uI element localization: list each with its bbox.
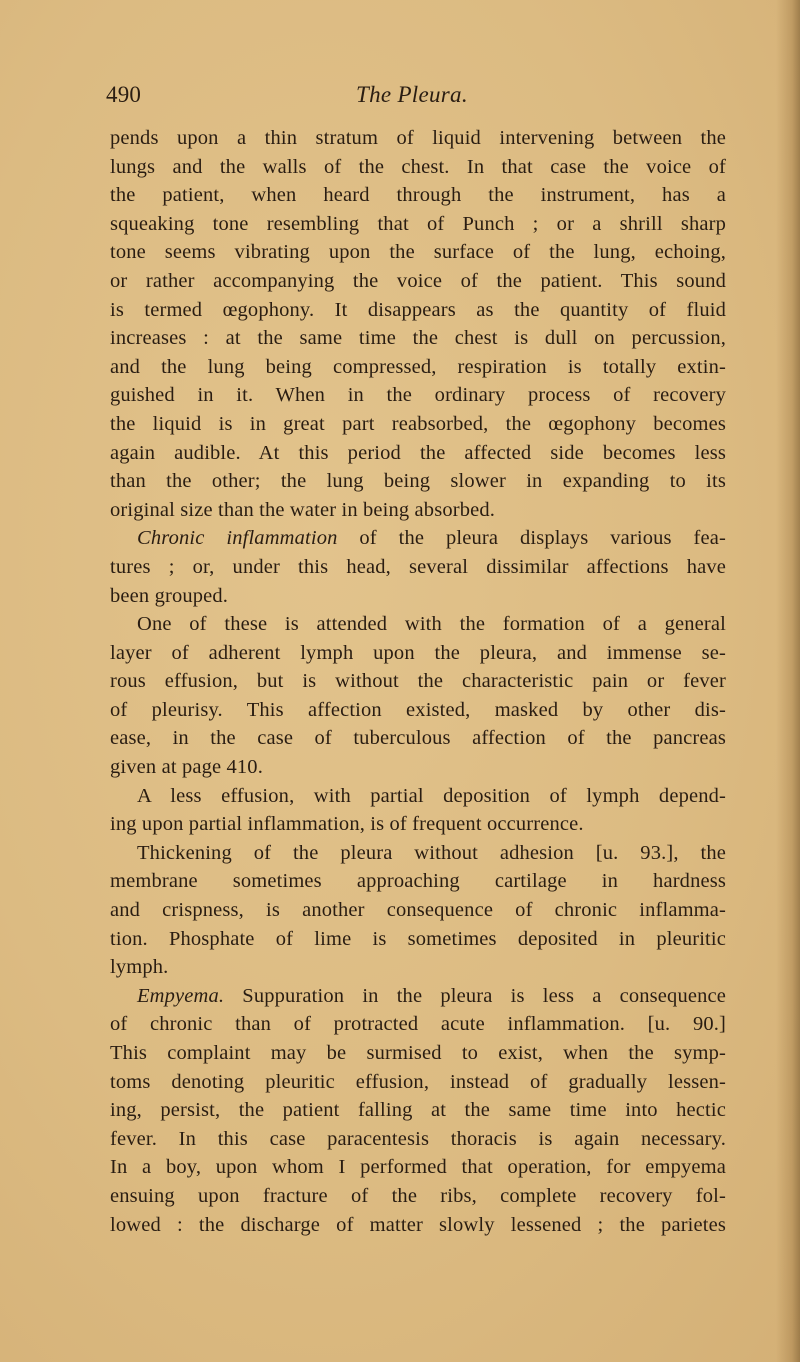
text-line <box>110 1125 726 1154</box>
italic-heading: Empyema. <box>137 984 225 1007</box>
italic-heading: Chronic inflammation <box>137 527 338 550</box>
text-line <box>110 410 726 439</box>
page-number: 490 <box>106 82 142 107</box>
text-line <box>110 296 726 325</box>
text-line <box>110 925 726 954</box>
line-text: is termed œgophony. It disappears as the quantity of fluid <box>110 298 726 321</box>
line-text: toms denoting pleuritic effusion, instead of gradually lessen- <box>110 1070 726 1093</box>
line-text: ease, in the case of tuberculous affection of the pancreas <box>110 727 726 750</box>
line-text: Thickening of the pleura without adhesion [u. 93.], the <box>137 841 726 864</box>
line-text: tion. Phosphate of lime is sometimes deposited in pleuritic <box>110 927 726 950</box>
text-line <box>110 582 726 611</box>
line-text: tone seems vibrating upon the surface of the lung, echoing, <box>110 241 726 264</box>
line-text: or rather accompanying the voice of the patient. This sound <box>110 269 726 292</box>
line-text: fever. In this case paracentesis thoracis is again necessary. <box>110 1127 726 1150</box>
line-text: guished in it. When in the ordinary process of recovery <box>110 384 726 407</box>
line-text: been grouped. <box>110 584 229 607</box>
line-text: given at page 410. <box>110 756 263 779</box>
line-text: again audible. At this period the affected side becomes less <box>110 441 726 464</box>
text-line <box>110 353 726 382</box>
text-line <box>110 982 726 1011</box>
line-text: One of these is attended with the formation of a general <box>137 613 726 636</box>
running-head <box>106 82 728 116</box>
text-line <box>110 782 726 811</box>
text-line <box>110 153 726 182</box>
line-text: original size than the water in being absorbed. <box>110 498 496 521</box>
text-line <box>110 381 726 410</box>
line-text: the liquid is in great part reabsorbed, the œgophony becomes <box>110 412 726 435</box>
text-line <box>110 124 726 153</box>
line-text: Suppuration in the pleura is less a consequence <box>224 984 726 1007</box>
line-text: lungs and the walls of the chest. In that case the voice of <box>110 155 726 178</box>
text-line <box>110 639 726 668</box>
line-text: pends upon a thin stratum of liquid intervening between the <box>110 127 726 149</box>
text-line <box>110 1153 726 1182</box>
text-line <box>110 267 726 296</box>
text-line <box>110 1039 726 1068</box>
line-text: ing upon partial inflammation, is of frequent occurrence. <box>110 813 584 836</box>
line-text: and the lung being compressed, respiration is totally extin- <box>110 355 726 378</box>
text-line <box>110 896 726 925</box>
text-line <box>110 867 726 896</box>
text-line <box>110 1211 726 1240</box>
text-line <box>110 953 726 982</box>
line-text: membrane sometimes approaching cartilage in hardness <box>110 870 726 893</box>
text-line <box>110 610 726 639</box>
text-line <box>110 724 726 753</box>
line-text: This complaint may be surmised to exist, when the symp- <box>110 1042 726 1064</box>
line-text: the patient, when heard through the instrument, has a <box>110 184 726 207</box>
text-line <box>110 210 726 239</box>
text-line <box>110 496 726 525</box>
text-line <box>110 839 726 868</box>
line-text: rous effusion, but is without the characteristic pain or fever <box>110 670 726 693</box>
line-text: of pleurisy. This affection existed, masked by other dis- <box>110 698 726 721</box>
text-line <box>110 667 726 696</box>
line-text: squeaking tone resembling that of Punch ; or a shrill sharp <box>110 212 726 235</box>
line-text: layer of adherent lymph upon the pleura, and immense se- <box>110 641 726 664</box>
text-line <box>110 553 726 582</box>
text-line <box>110 696 726 725</box>
line-text: increases : at the same time the chest is dull on percussion, <box>110 327 726 350</box>
line-text: of the pleura displays various fea- <box>337 527 726 550</box>
line-text: ing, persist, the patient falling at the same time into hectic <box>110 1099 726 1122</box>
text-line <box>110 524 726 553</box>
line-text: of chronic than of protracted acute inflammation. [u. 90.] <box>110 1013 726 1036</box>
text-line <box>110 1010 726 1039</box>
text-line <box>110 1096 726 1125</box>
text-line <box>110 1068 726 1097</box>
text-line <box>110 467 726 496</box>
text-line <box>110 238 726 267</box>
line-text: than the other; the lung being slower in expanding to its <box>110 470 726 493</box>
text-line <box>110 1182 726 1211</box>
text-line <box>110 324 726 353</box>
body-text <box>110 124 726 1239</box>
line-text: lymph. <box>110 956 169 979</box>
line-text: In a boy, upon whom I performed that operation, for empyema <box>110 1156 726 1179</box>
line-text: tures ; or, under this head, several dissimilar affections have <box>110 555 726 578</box>
line-text: lowed : the discharge of matter slowly lessened ; the parietes <box>110 1213 726 1236</box>
line-text: ensuing upon fracture of the ribs, complete recovery fol- <box>110 1184 726 1207</box>
text-line <box>110 810 726 839</box>
text-line <box>110 181 726 210</box>
text-line <box>110 753 726 782</box>
text-line <box>110 439 726 468</box>
line-text: A less effusion, with partial deposition of lymph depend- <box>137 784 726 807</box>
running-title: The Pleura. <box>356 82 468 107</box>
line-text: and crispness, is another consequence of chronic inflamma- <box>110 899 726 922</box>
